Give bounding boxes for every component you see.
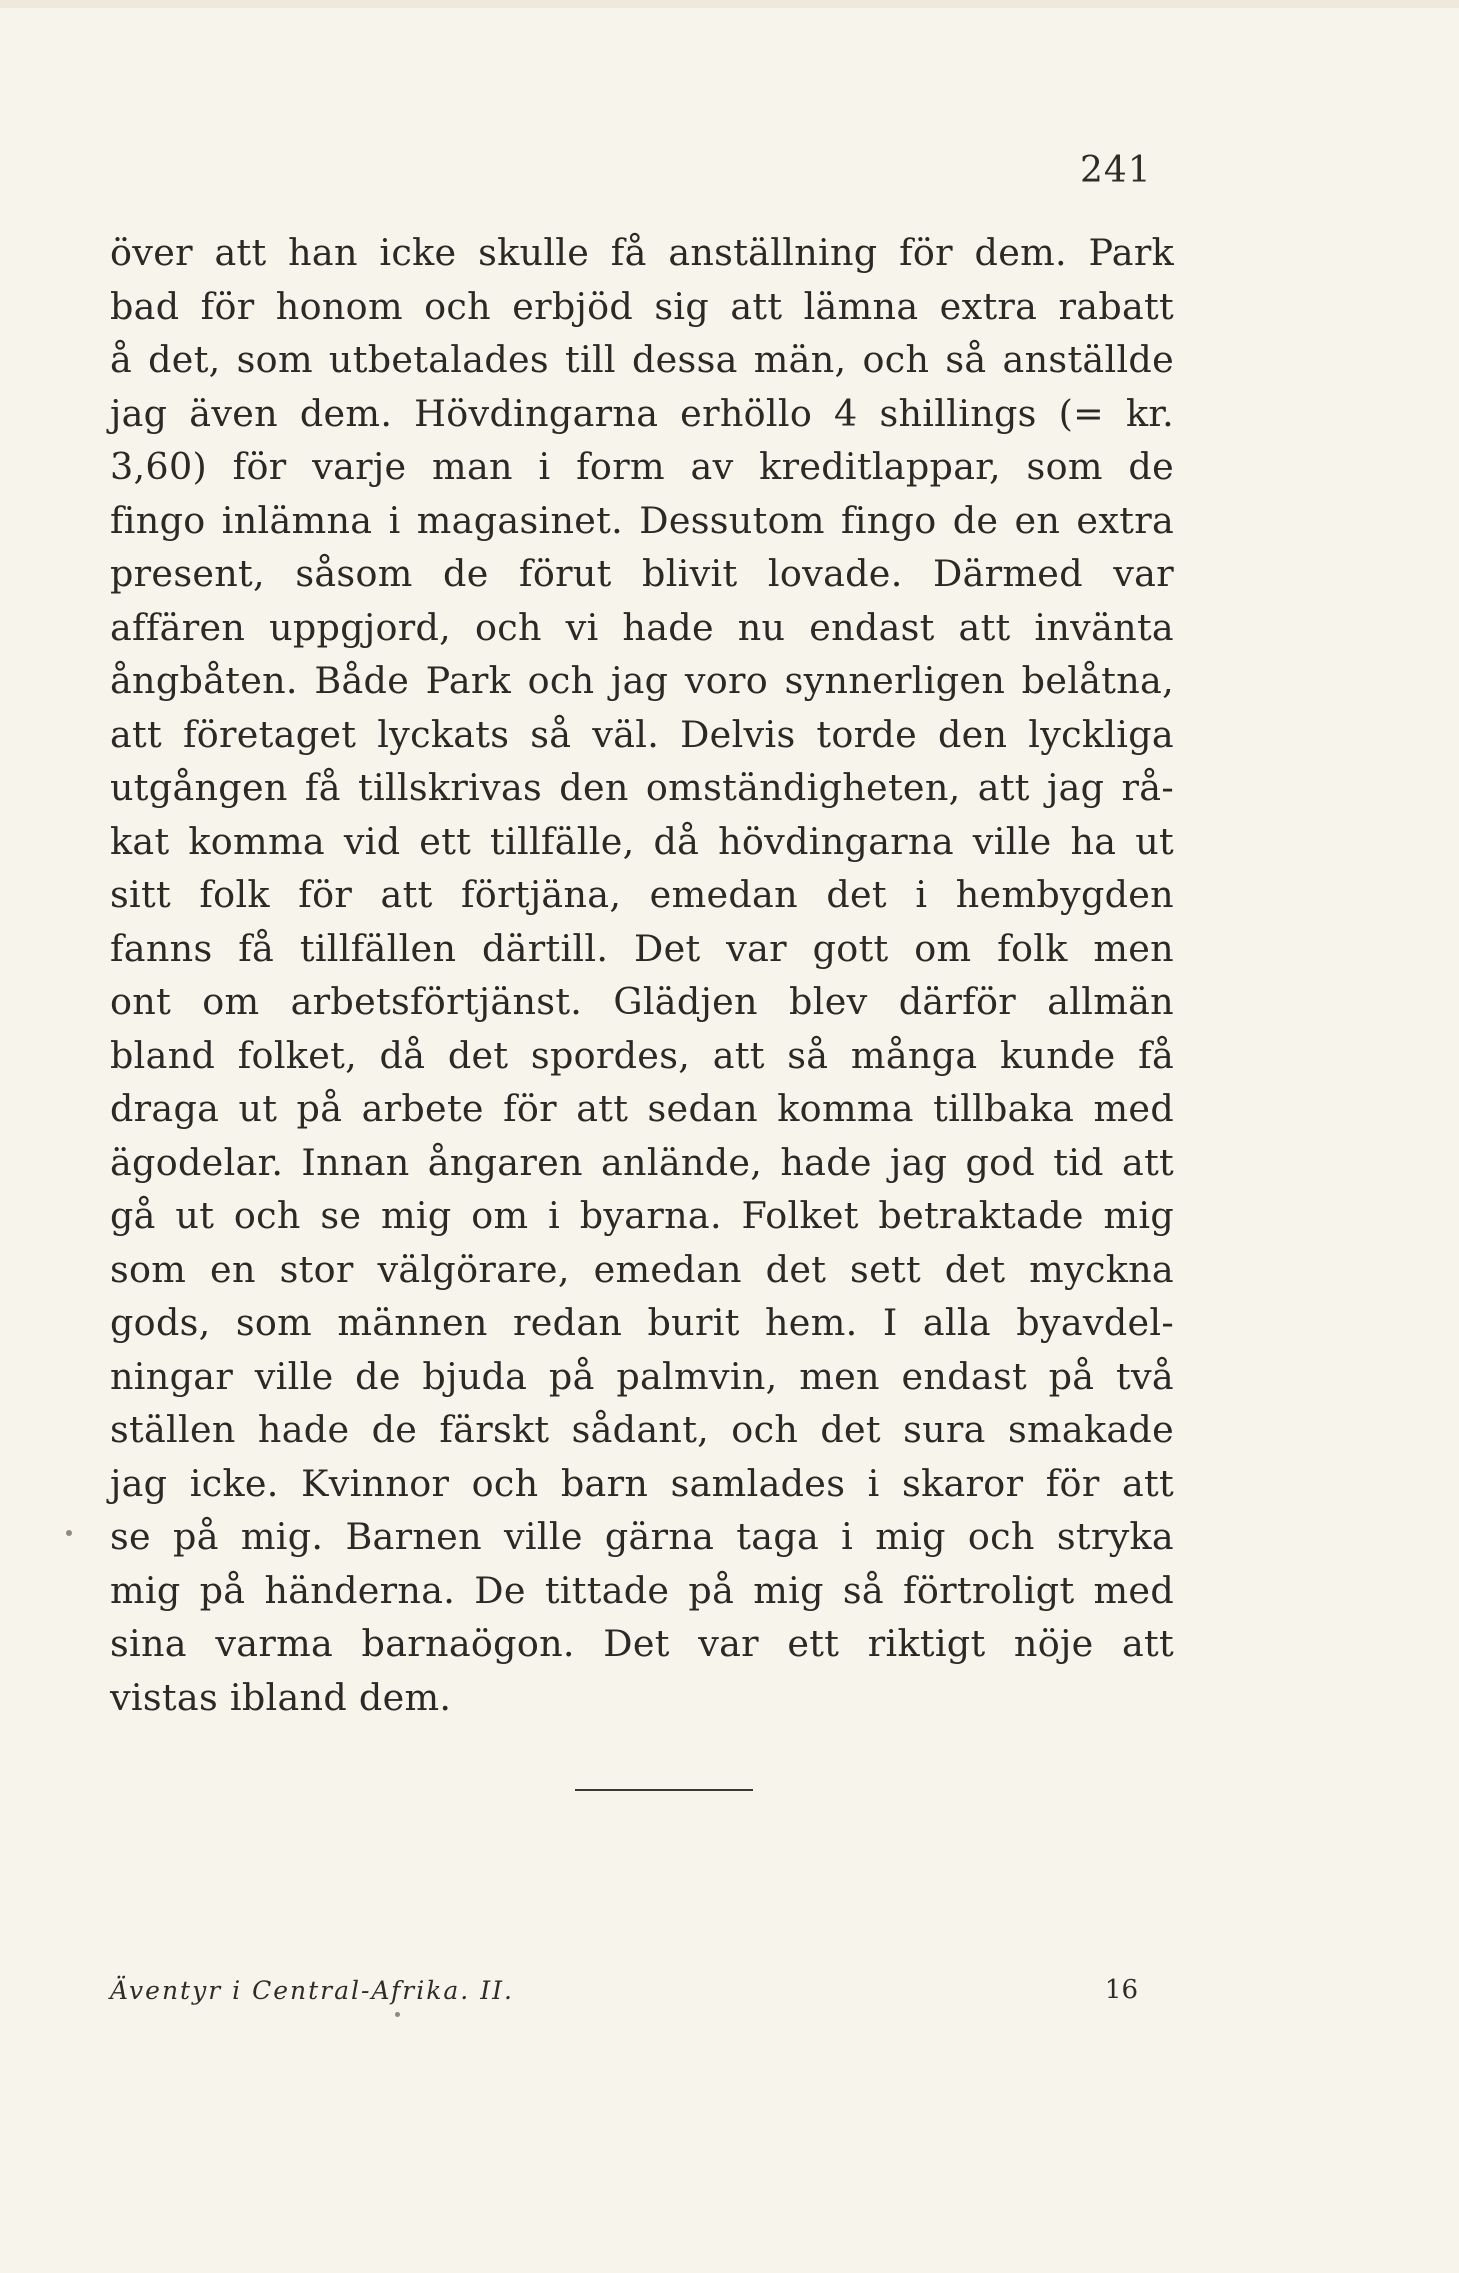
text-line: vistas ibland dem.	[110, 1675, 452, 1719]
page-number: 241	[1080, 150, 1152, 191]
text-line: bad för honom och erbjöd sig att lämna extra rabatt	[110, 284, 1174, 328]
text-line: ägodelar. Innan ångaren anlände, hade jag god tid att	[110, 1140, 1174, 1184]
text-line: se på mig. Barnen ville gärna taga i mig och stryka	[110, 1515, 1174, 1558]
text-line: draga ut på arbete för att sedan komma tillbaka med	[110, 1087, 1174, 1130]
text-line: ångbåten. Både Park och jag voro synnerligen belåtna,	[110, 659, 1174, 702]
paper-speck	[395, 2012, 400, 2017]
text-line: kat komma vid ett tillfälle, då hövdingarna ville ha ut	[110, 819, 1174, 863]
text-line: å det, som utbetalades till dessa män, och så anställde	[110, 338, 1174, 381]
footer-book-title: Äventyr i Central-Afrika. II.	[110, 1976, 514, 2005]
section-divider	[575, 1789, 753, 1791]
paper-speck	[66, 1530, 72, 1536]
text-line: jag icke. Kvinnor och barn samlades i skaror för att	[110, 1461, 1174, 1505]
body-paragraph	[110, 226, 1174, 1724]
text-line: present, såsom de förut blivit lovade. Därmed var	[110, 552, 1174, 595]
text-line: utgången få tillskrivas den omständigheten, att jag rå-	[110, 766, 1174, 809]
text-line: över att han icke skulle få anställning för dem. Park	[110, 231, 1174, 274]
text-line: 3,60) för varje man i form av kreditlappar, som de	[110, 445, 1174, 488]
footer-signature-mark: 16	[1104, 1975, 1138, 2005]
text-line: ningar ville de bjuda på palmvin, men endast på två	[110, 1354, 1174, 1398]
text-line: sitt folk för att förtjäna, emedan det i hembygden	[110, 873, 1174, 916]
text-line: fanns få tillfällen därtill. Det var gott om folk men	[110, 926, 1174, 970]
text-line: gods, som männen redan burit hem. I alla byavdel-	[110, 1301, 1174, 1344]
text-line: att företaget lyckats så väl. Delvis torde den lyckliga	[110, 712, 1174, 756]
text-line: sina varma barnaögon. Det var ett riktigt nöje att	[110, 1622, 1174, 1665]
text-line: mig på händerna. De tittade på mig så förtroligt med	[110, 1568, 1174, 1612]
text-line: ont om arbetsförtjänst. Glädjen blev därför allmän	[110, 980, 1174, 1023]
text-line: gå ut och se mig om i byarna. Folket betraktade mig	[110, 1194, 1174, 1237]
text-line: jag även dem. Hövdingarna erhöllo 4 shillings (= kr.	[110, 391, 1174, 435]
text-line: som en stor välgörare, emedan det sett det myckna	[110, 1247, 1174, 1291]
text-line: affären uppgjord, och vi hade nu endast att invänta	[110, 605, 1174, 649]
text-line: fingo inlämna i magasinet. Dessutom fingo de en extra	[110, 498, 1174, 542]
page-top-edge	[0, 0, 1459, 8]
text-line: bland folket, då det spordes, att så många kunde få	[110, 1033, 1174, 1077]
text-line: ställen hade de färskt sådant, och det sura smakade	[110, 1408, 1174, 1451]
